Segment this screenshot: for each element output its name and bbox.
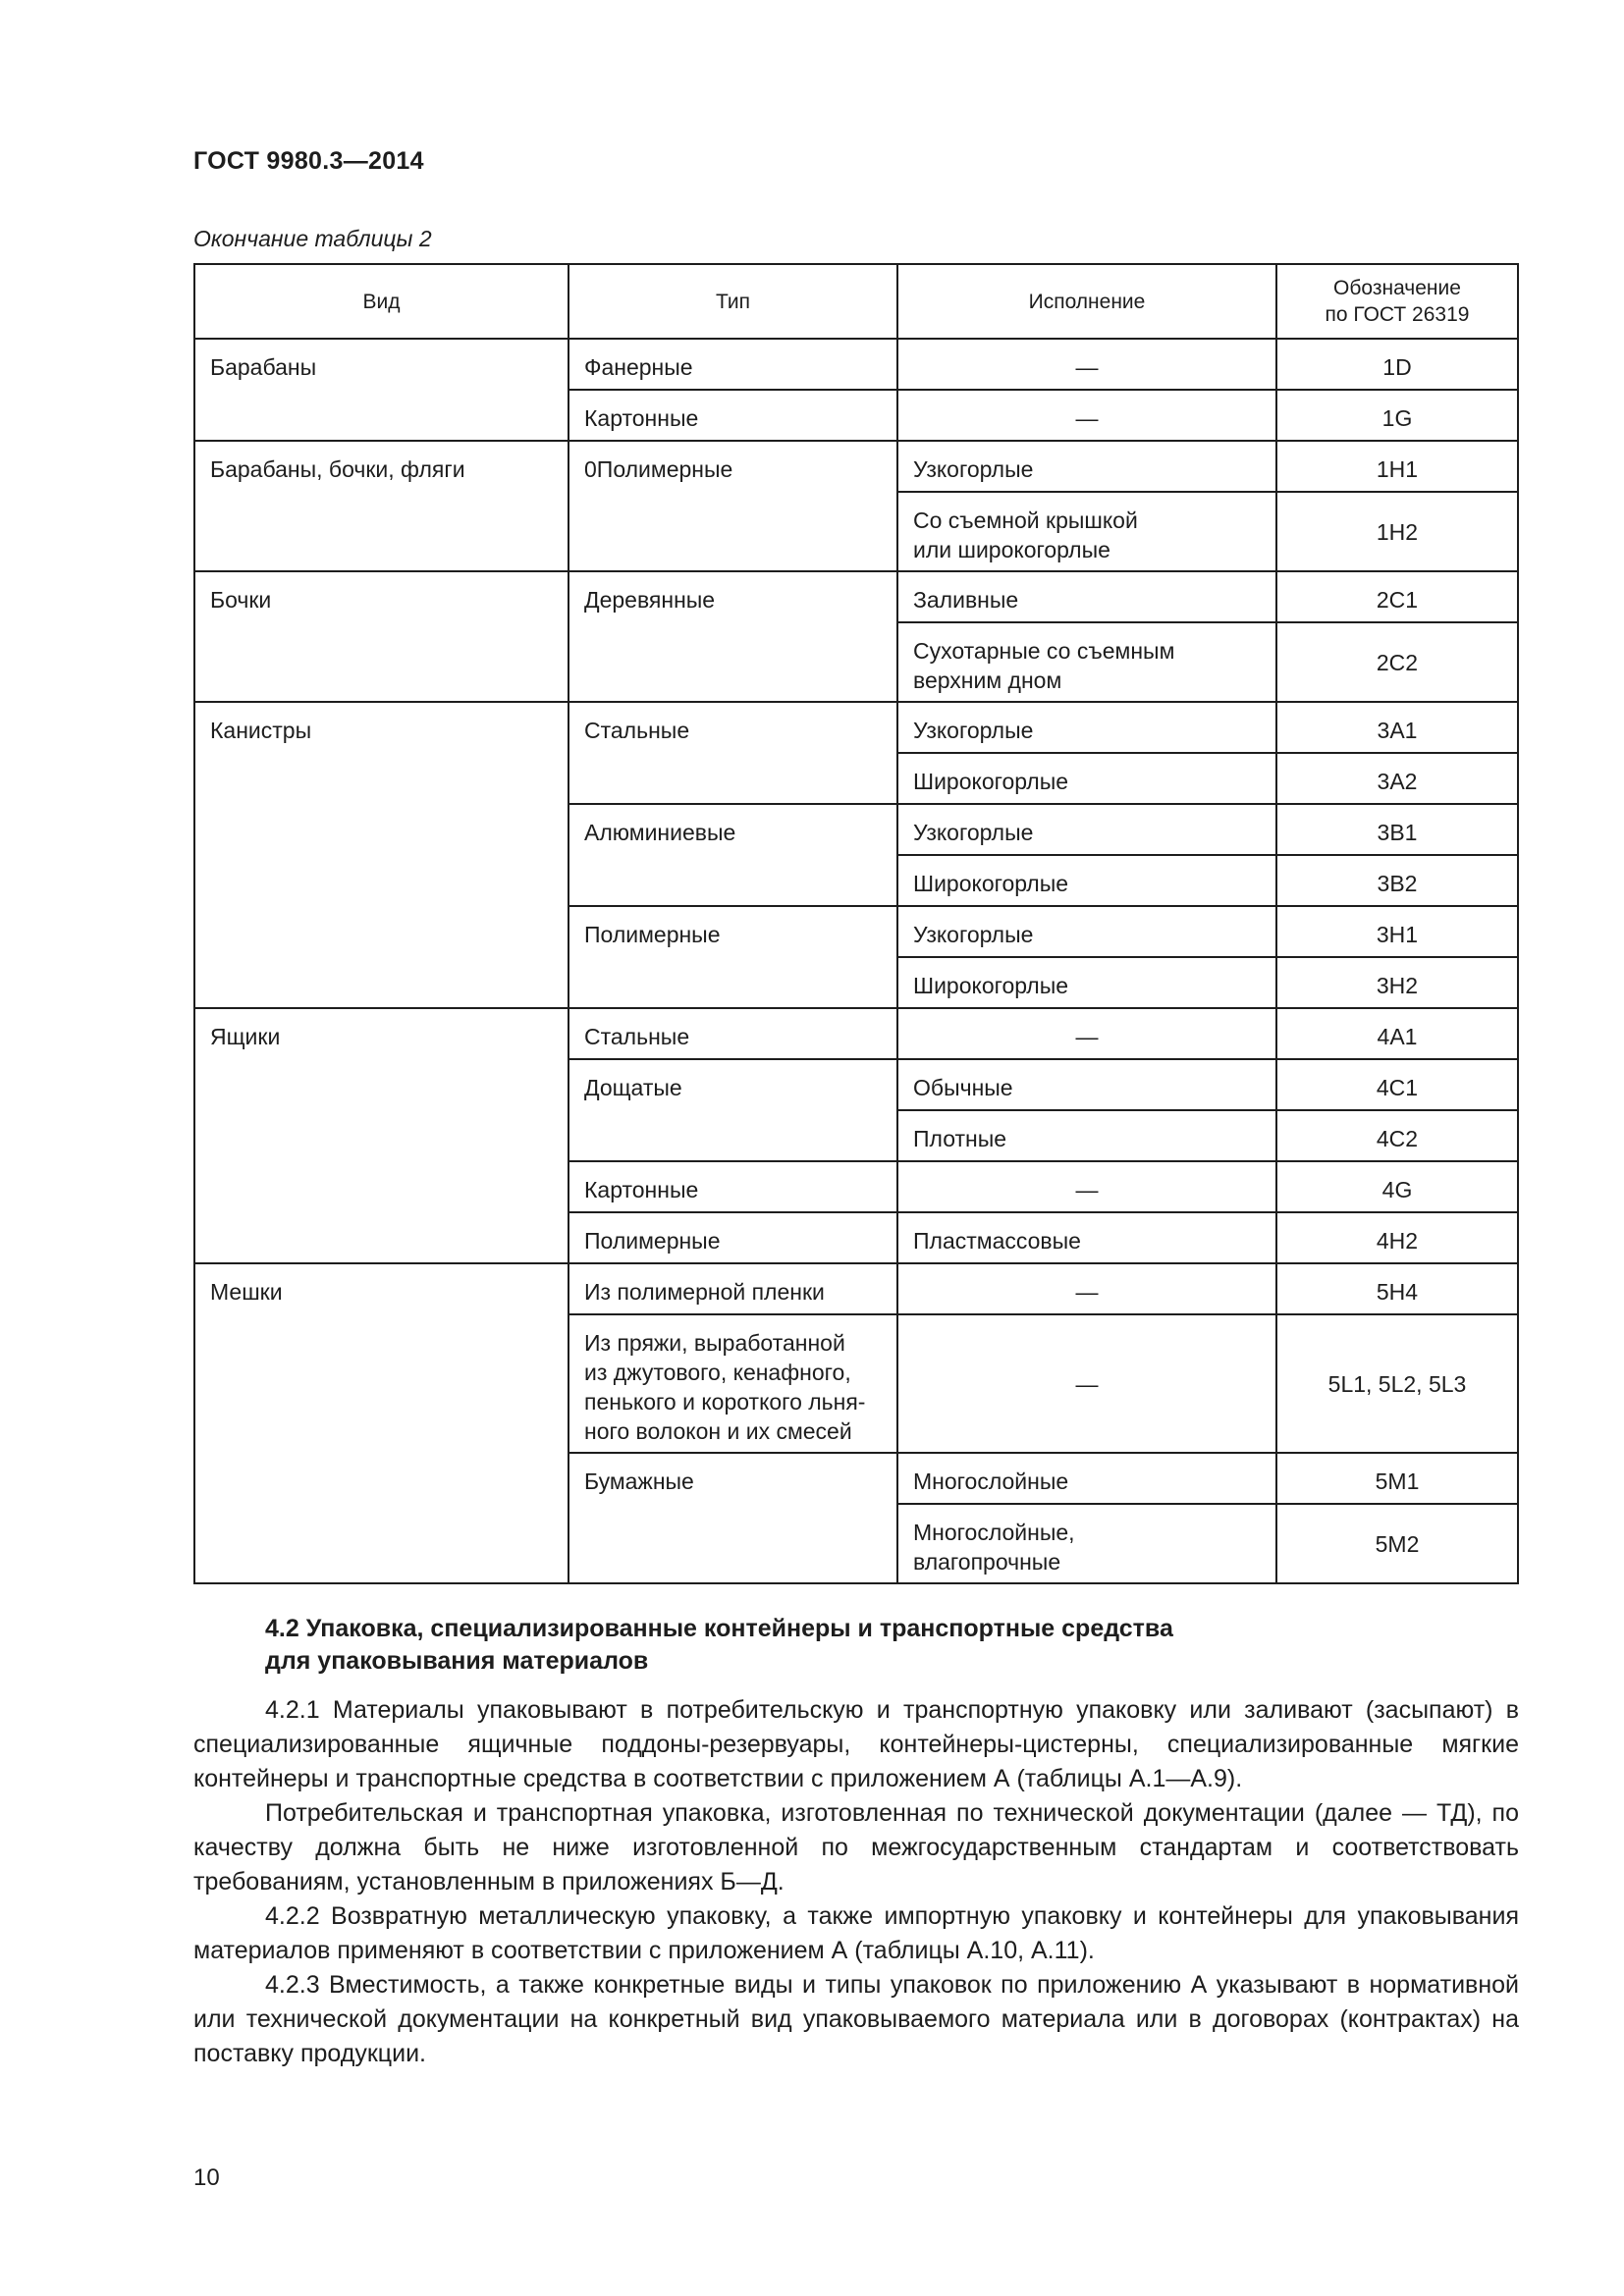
cell-ispolnenie: — <box>897 339 1276 390</box>
cell-ispolnenie: Узкогорлые <box>897 702 1276 753</box>
cell-ispolnenie: — <box>897 1008 1276 1059</box>
cell-ispolnenie: — <box>897 390 1276 441</box>
cell-tip: Из полимерной пленки <box>568 1263 897 1314</box>
header-oboznachenie <box>1276 264 1518 339</box>
header-vid: Вид <box>194 264 568 339</box>
cell-ispolnenie-line1: Со съемной крышкой <box>913 507 1138 533</box>
cell-oboznachenie: 3B2 <box>1276 855 1518 906</box>
cell-ispolnenie: — <box>897 1263 1276 1314</box>
cell-tip: Полимерные <box>568 1212 897 1263</box>
cell-oboznachenie: 3H1 <box>1276 906 1518 957</box>
cell-oboznachenie: 4C1 <box>1276 1059 1518 1110</box>
table-row <box>194 339 1518 390</box>
header-oboznachenie-line2: по ГОСТ 26319 <box>1325 303 1470 326</box>
table-row <box>194 1263 1518 1314</box>
cell-ispolnenie: Широкогорлые <box>897 957 1276 1008</box>
cell-oboznachenie: 5H4 <box>1276 1263 1518 1314</box>
cell-oboznachenie: 1H2 <box>1276 492 1518 571</box>
cell-oboznachenie: 5M2 <box>1276 1504 1518 1583</box>
cell-tip: Картонные <box>568 1161 897 1212</box>
cell-oboznachenie: 1H1 <box>1276 441 1518 492</box>
cell-ispolnenie <box>897 492 1276 571</box>
cell-vid: Ящики <box>194 1008 568 1263</box>
table-row <box>194 702 1518 753</box>
table-row <box>194 1008 1518 1059</box>
table-row <box>194 571 1518 622</box>
cell-ispolnenie: Узкогорлые <box>897 441 1276 492</box>
header-tip: Тип <box>568 264 897 339</box>
cell-oboznachenie: 4A1 <box>1276 1008 1518 1059</box>
cell-ispolnenie-line2: влагопрочные <box>913 1549 1061 1575</box>
cell-oboznachenie: 3B1 <box>1276 804 1518 855</box>
cell-ispolnenie: — <box>897 1314 1276 1453</box>
page-number: 10 <box>193 2164 220 2191</box>
cell-vid: Барабаны <box>194 339 568 441</box>
cell-tip: Стальные <box>568 1008 897 1059</box>
document-header: ГОСТ 9980.3—2014 <box>193 147 424 175</box>
section-title-line1: 4.2 Упаковка, специализированные контейнеры и транспортные средства <box>265 1615 1173 1642</box>
cell-ispolnenie-line2: или широкогорлые <box>913 537 1110 562</box>
cell-tip: Фанерные <box>568 339 897 390</box>
header-oboznachenie-line1: Обозначение <box>1333 277 1461 299</box>
cell-tip <box>568 1314 897 1453</box>
cell-vid: Канистры <box>194 702 568 1008</box>
cell-oboznachenie: 3H2 <box>1276 957 1518 1008</box>
paragraph-4-2-1: 4.2.1 Материалы упаковывают в потребительскую и транспортную упаковку или заливают (засыпают) в специализированные ящичные поддоны-резервуары, контейнеры-цистерны, специализированные мягкие контейнеры и транспортные средства в соответствии с приложением А (таблицы А.1—А.9). <box>193 1696 1519 1792</box>
cell-ispolnenie: — <box>897 1161 1276 1212</box>
cell-tip-line1: Из пряжи, выработанной <box>584 1330 845 1356</box>
header-ispolnenie: Исполнение <box>897 264 1276 339</box>
cell-tip: Полимерные <box>568 906 897 1008</box>
cell-oboznachenie: 5M1 <box>1276 1453 1518 1504</box>
cell-vid: Мешки <box>194 1263 568 1583</box>
cell-ispolnenie: Узкогорлые <box>897 906 1276 957</box>
cell-vid: Барабаны, бочки, фляги <box>194 441 568 571</box>
table-caption: Окончание таблицы 2 <box>193 226 432 251</box>
cell-oboznachenie: 3A2 <box>1276 753 1518 804</box>
section-title-line2: для упаковывания материалов <box>265 1647 649 1675</box>
cell-oboznachenie: 2C1 <box>1276 571 1518 622</box>
cell-tip: Деревянные <box>568 571 897 702</box>
cell-tip-line4: ного волокон и их смесей <box>584 1418 852 1444</box>
cell-ispolnenie-line1: Сухотарные со съемным <box>913 638 1175 664</box>
cell-ispolnenie: Плотные <box>897 1110 1276 1161</box>
cell-tip: Картонные <box>568 390 897 441</box>
paragraph-4-2-2: 4.2.2 Возвратную металлическую упаковку, а также импортную упаковку и контейнеры для упаковывания материалов применяют в соответствии с приложением А (таблицы А.10, А.11). <box>193 1902 1519 1964</box>
cell-tip: Алюминиевые <box>568 804 897 906</box>
cell-ispolnenie: Широкогорлые <box>897 855 1276 906</box>
paragraph-4-2-3: 4.2.3 Вместимость, а также конкретные виды и типы упаковок по приложению А указывают в нормативной или технической документации на конкретный вид упаковываемого материала или в договорах (контрактах) на поставку продукции. <box>193 1971 1519 2067</box>
cell-ispolnenie <box>897 1504 1276 1583</box>
cell-oboznachenie: 4G <box>1276 1161 1518 1212</box>
cell-tip: Дощатые <box>568 1059 897 1161</box>
packaging-table <box>193 263 1519 1584</box>
cell-ispolnenie: Многослойные <box>897 1453 1276 1504</box>
cell-oboznachenie: 3A1 <box>1276 702 1518 753</box>
cell-oboznachenie: 1D <box>1276 339 1518 390</box>
section-title <box>265 1613 1483 1678</box>
cell-oboznachenie: 2C2 <box>1276 622 1518 702</box>
paragraph-consumer-packaging: Потребительская и транспортная упаковка, изготовленная по технической документации (далее — ТД), по качеству должна быть не ниже изготовленной по межгосударственным стандартам и соответствовать требованиям, установленным в приложениях Б—Д. <box>193 1799 1519 1896</box>
cell-ispolnenie: Узкогорлые <box>897 804 1276 855</box>
cell-ispolnenie: Пластмассовые <box>897 1212 1276 1263</box>
cell-oboznachenie: 4H2 <box>1276 1212 1518 1263</box>
cell-ispolnenie: Широкогорлые <box>897 753 1276 804</box>
cell-tip-line3: пенького и короткого льня- <box>584 1389 866 1415</box>
cell-tip: Стальные <box>568 702 897 804</box>
table-row <box>194 441 1518 492</box>
table-header-row <box>194 264 1518 339</box>
cell-tip: Бумажные <box>568 1453 897 1583</box>
cell-oboznachenie: 5L1, 5L2, 5L3 <box>1276 1314 1518 1453</box>
cell-ispolnenie-line2: верхним дном <box>913 667 1062 693</box>
cell-oboznachenie: 1G <box>1276 390 1518 441</box>
cell-oboznachenie: 4C2 <box>1276 1110 1518 1161</box>
cell-ispolnenie: Обычные <box>897 1059 1276 1110</box>
cell-tip: 0Полимерные <box>568 441 897 571</box>
cell-ispolnenie-line1: Многослойные, <box>913 1520 1075 1545</box>
cell-ispolnenie: Заливные <box>897 571 1276 622</box>
cell-ispolnenie <box>897 622 1276 702</box>
cell-tip-line2: из джутового, кенафного, <box>584 1360 851 1385</box>
cell-vid: Бочки <box>194 571 568 702</box>
